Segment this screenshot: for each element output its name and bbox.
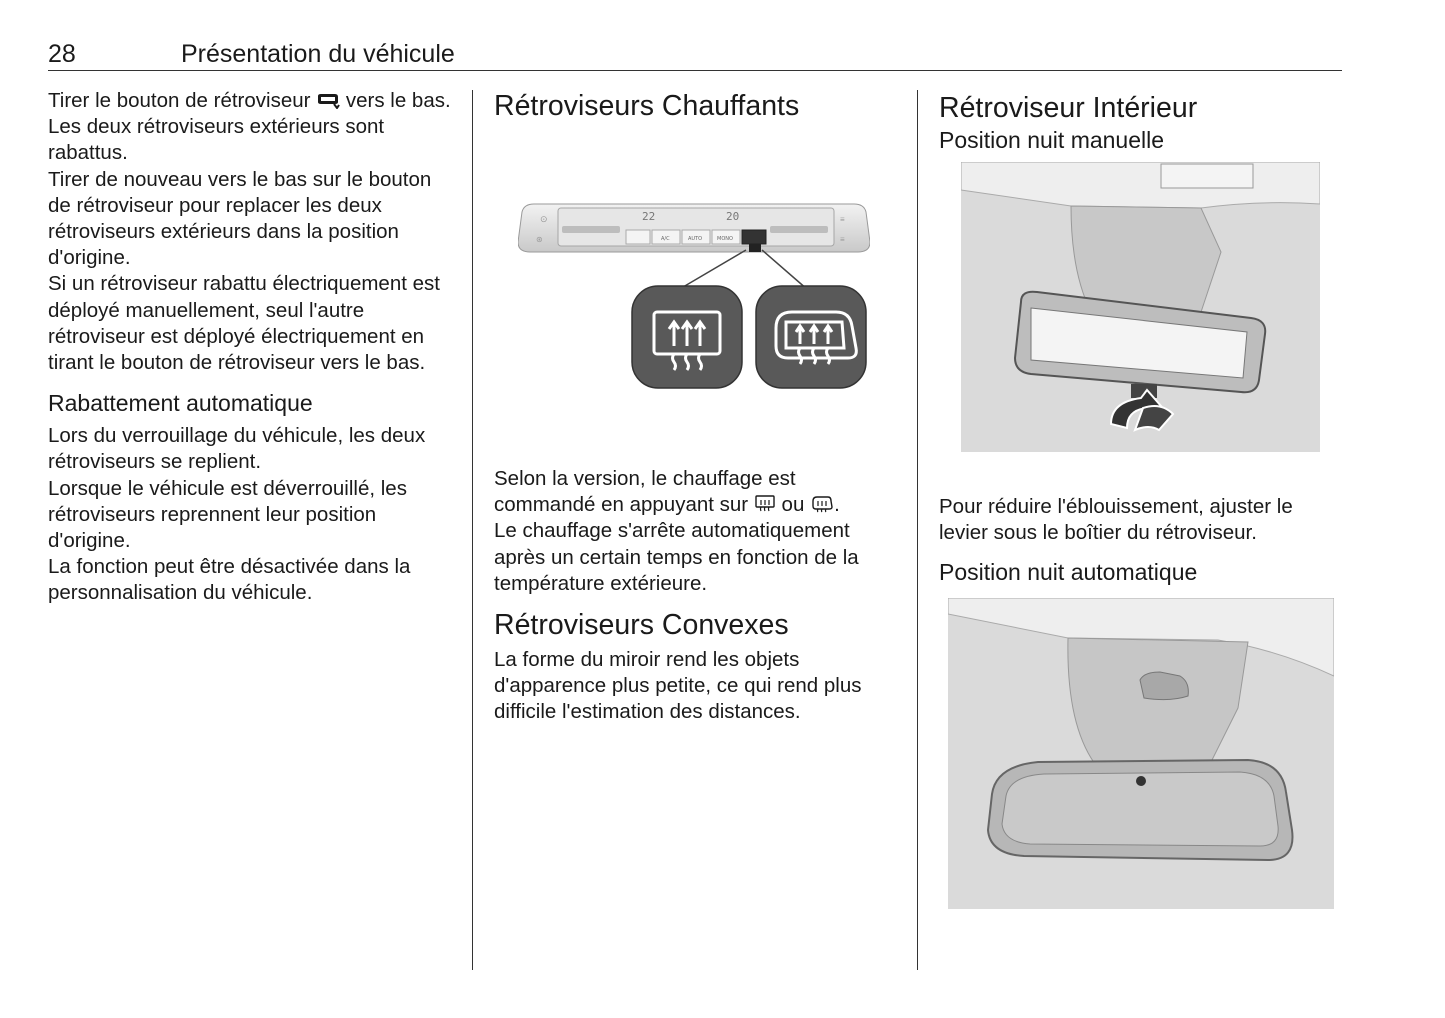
manual-mirror-illustration bbox=[961, 162, 1320, 452]
column-1 bbox=[48, 88, 453, 607]
paragraph: Lors du verrouillage du véhicule, les deux rétroviseurs se replient. bbox=[48, 424, 426, 474]
subheading: Position nuit automatique bbox=[939, 559, 1198, 586]
section-heading: Rétroviseur Intérieur bbox=[939, 92, 1198, 124]
svg-text:⊙: ⊙ bbox=[540, 214, 548, 224]
text: Selon la version, le chauffage est commandé en appuyant sur bbox=[494, 467, 796, 517]
windshield-button[interactable] bbox=[626, 230, 650, 244]
section-heading: Rétroviseurs Convexes bbox=[494, 609, 789, 642]
paragraph: La fonction peut être désactivée dans la personnalisation du véhicule. bbox=[48, 555, 411, 605]
column-divider bbox=[472, 90, 473, 970]
subheading: Rabattement automatique bbox=[48, 390, 313, 417]
rear-window-heating-icon bbox=[754, 495, 776, 513]
column-2-text bbox=[494, 466, 894, 726]
paragraph: Lorsque le véhicule est déverrouillé, les rétroviseurs reprennent leur position d'origine. bbox=[48, 476, 407, 553]
paragraph: Pour réduire l'éblouissement, ajuster le levier sous le boîtier du rétroviseur. bbox=[939, 495, 1293, 545]
temp-left-readout: 22 bbox=[642, 210, 656, 223]
column-3 bbox=[939, 90, 1339, 154]
paragraph: La forme du miroir rend les objets d'apparence plus petite, ce qui rend plus difficile l'estimation des distances. bbox=[494, 648, 862, 724]
automatic-mirror-illustration bbox=[948, 598, 1334, 909]
column-divider bbox=[917, 90, 918, 970]
page-header bbox=[48, 36, 1342, 71]
svg-text:≡: ≡ bbox=[840, 215, 845, 224]
subheading: Position nuit manuelle bbox=[939, 127, 1165, 153]
svg-text:≡: ≡ bbox=[840, 235, 845, 244]
svg-text:⊛: ⊛ bbox=[536, 235, 543, 244]
mirror-heating-icon bbox=[810, 495, 834, 513]
paragraph bbox=[48, 88, 453, 114]
climate-panel-illustration bbox=[518, 198, 870, 390]
paragraph: Selon la version, le chauffage est commandé en appuyant sur ou . bbox=[494, 467, 840, 517]
paragraph: Le chauffage s'arrête automatiquement après un certain temps en fonction de la température extérieure. bbox=[494, 519, 859, 595]
svg-text:AUTO: AUTO bbox=[688, 236, 703, 242]
paragraph: Tirer de nouveau vers le bas sur le bouton de rétroviseur pour replacer les deux rétroviseurs extérieurs dans la position d'origine. bbox=[48, 167, 432, 270]
manual-night-mirror-figure bbox=[961, 162, 1320, 452]
svg-text:A/C: A/C bbox=[661, 236, 670, 242]
text: ou bbox=[781, 493, 805, 517]
automatic-night-mirror-figure bbox=[948, 598, 1334, 909]
text: Tirer le bouton de rétroviseur bbox=[48, 89, 311, 112]
column-3-text bbox=[939, 494, 1339, 586]
paragraph: Les deux rétroviseurs extérieurs sont rabattus. bbox=[48, 115, 385, 165]
temp-right-readout: 20 bbox=[726, 210, 740, 223]
text: vers le bas. bbox=[345, 89, 451, 112]
paragraph: Si un rétroviseur rabattu électriquement est déployé manuellement, seul l'autre rétroviseur est déployé électriquement en tirant le bouton de rétroviseur vers le bas. bbox=[48, 272, 440, 375]
section-heading: Rétroviseurs Chauffants bbox=[494, 90, 800, 122]
climate-panel-figure bbox=[518, 198, 870, 390]
running-title: Présentation du véhicule bbox=[181, 40, 455, 68]
mirror-fold-icon bbox=[316, 93, 340, 109]
rear-defrost-button[interactable] bbox=[742, 230, 766, 244]
column-2 bbox=[494, 88, 894, 124]
page-number: 28 bbox=[48, 40, 76, 68]
svg-text:MONO: MONO bbox=[717, 236, 733, 242]
